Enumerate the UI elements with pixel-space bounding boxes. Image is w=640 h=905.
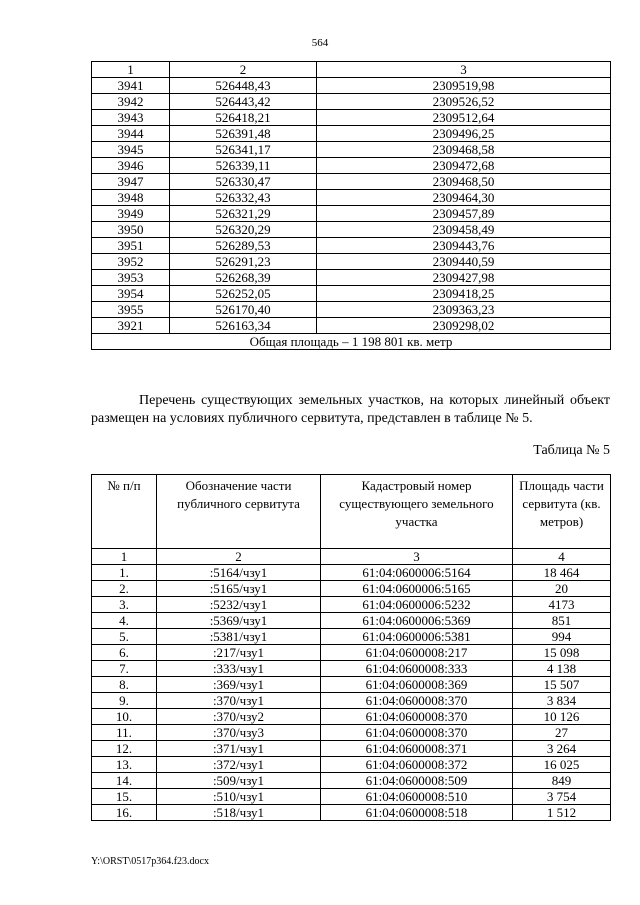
table-cell: 2309363,23: [317, 302, 611, 318]
column-number: 3: [317, 62, 611, 78]
table-row: [92, 222, 611, 238]
table-cell: 61:04:0600008:518: [321, 805, 513, 821]
table-cell: 4173: [513, 597, 611, 613]
table-cell: 526268,39: [170, 270, 317, 286]
table-cell: 7.: [92, 661, 157, 677]
page-number: 564: [311, 37, 329, 49]
table-cell: :509/чзу1: [157, 773, 321, 789]
table-cell: 2.: [92, 581, 157, 597]
table-row: [92, 318, 611, 334]
table-row: [92, 565, 611, 581]
table-cell: :510/чзу1: [157, 789, 321, 805]
table-cell: 3954: [92, 286, 170, 302]
table-row: [92, 709, 611, 725]
table-cell: 526332,43: [170, 190, 317, 206]
header-cell: Площадь части сервитута (кв. метров): [513, 475, 611, 549]
table-cell: 61:04:0600008:509: [321, 773, 513, 789]
table-cell: 526391,48: [170, 126, 317, 142]
table-cell: 3953: [92, 270, 170, 286]
table-cell: 2309443,76: [317, 238, 611, 254]
table-cell: 15 507: [513, 677, 611, 693]
table-cell: 2309418,25: [317, 286, 611, 302]
table-row: [92, 789, 611, 805]
table-row: [92, 741, 611, 757]
table-cell: 15.: [92, 789, 157, 805]
table-cell: 16.: [92, 805, 157, 821]
table-cell: 3952: [92, 254, 170, 270]
table-cell: 27: [513, 725, 611, 741]
table-row: [92, 94, 611, 110]
table-total-row: [92, 334, 611, 350]
table-cell: 61:04:0600006:5164: [321, 565, 513, 581]
table-cell: 11.: [92, 725, 157, 741]
table-cell: :5369/чзу1: [157, 613, 321, 629]
table-cell: 20: [513, 581, 611, 597]
column-number: 1: [92, 62, 170, 78]
table-cell: 526163,34: [170, 318, 317, 334]
table-row: [92, 238, 611, 254]
table-cell: :5381/чзу1: [157, 629, 321, 645]
table-cell: 3947: [92, 174, 170, 190]
table-row: [92, 629, 611, 645]
table-cell: 851: [513, 613, 611, 629]
table-cell: 526330,47: [170, 174, 317, 190]
table-cell: 2309458,49: [317, 222, 611, 238]
table-cell: 2309464,30: [317, 190, 611, 206]
column-number: 4: [513, 549, 611, 565]
table-cell: 2309427,98: [317, 270, 611, 286]
table-cell: 61:04:0600008:510: [321, 789, 513, 805]
table-cell: 526320,29: [170, 222, 317, 238]
coordinates-table: [91, 61, 611, 350]
table-cell: 61:04:0600008:370: [321, 693, 513, 709]
table-cell: 526443,42: [170, 94, 317, 110]
table-cell: 5.: [92, 629, 157, 645]
table-row: [92, 773, 611, 789]
column-number: 3: [321, 549, 513, 565]
table-row: [92, 725, 611, 741]
table-cell: 526289,53: [170, 238, 317, 254]
table-cell: 3951: [92, 238, 170, 254]
table-cell: :370/чзу3: [157, 725, 321, 741]
table-cell: 994: [513, 629, 611, 645]
table-cell: 10.: [92, 709, 157, 725]
table-cell: 2309512,64: [317, 110, 611, 126]
table-cell: 61:04:0600008:369: [321, 677, 513, 693]
table-cell: :5232/чзу1: [157, 597, 321, 613]
table-cell: 526418,21: [170, 110, 317, 126]
column-number: 2: [170, 62, 317, 78]
body-paragraph: Перечень существующих земельных участков, на которых линейный объект размещен на условиях публичного сервитута, представлен в таблице № 5.: [91, 393, 610, 426]
table-row: [92, 174, 611, 190]
table-cell: 61:04:0600006:5232: [321, 597, 513, 613]
table-cell: 2309468,58: [317, 142, 611, 158]
table-cell: :369/чзу1: [157, 677, 321, 693]
table-row: [92, 286, 611, 302]
table-row: [92, 757, 611, 773]
table-cell: 3946: [92, 158, 170, 174]
table-cell: 1.: [92, 565, 157, 581]
table-cell: 2309457,89: [317, 206, 611, 222]
table-cell: 526321,29: [170, 206, 317, 222]
table-cell: 4.: [92, 613, 157, 629]
table-row: [92, 158, 611, 174]
table-header-row: [92, 62, 611, 78]
table-header-row: [92, 475, 611, 549]
table-cell: 4 138: [513, 661, 611, 677]
table-cell: :217/чзу1: [157, 645, 321, 661]
table-cell: 3.: [92, 597, 157, 613]
table-cell: 3921: [92, 318, 170, 334]
table-cell: 8.: [92, 677, 157, 693]
table-row: [92, 206, 611, 222]
table-cell: 3944: [92, 126, 170, 142]
table-cell: 526448,43: [170, 78, 317, 94]
table-cell: 3 264: [513, 741, 611, 757]
table-row: [92, 805, 611, 821]
table-cell: :5164/чзу1: [157, 565, 321, 581]
table-cell: 9.: [92, 693, 157, 709]
table-cell: 61:04:0600006:5381: [321, 629, 513, 645]
table-cell: 61:04:0600008:333: [321, 661, 513, 677]
table-cell: 3949: [92, 206, 170, 222]
table-cell: 849: [513, 773, 611, 789]
table-cell: 1 512: [513, 805, 611, 821]
table-row: [92, 677, 611, 693]
table-cell: 15 098: [513, 645, 611, 661]
table-cell: 526341,17: [170, 142, 317, 158]
table-cell: 2309298,02: [317, 318, 611, 334]
table-row: [92, 78, 611, 94]
table-cell: 2309519,98: [317, 78, 611, 94]
table-cell: 526339,11: [170, 158, 317, 174]
column-number: 2: [157, 549, 321, 565]
table-cell: :370/чзу2: [157, 709, 321, 725]
table-cell: :518/чзу1: [157, 805, 321, 821]
table-row: [92, 645, 611, 661]
table-cell: 526170,40: [170, 302, 317, 318]
table-row: [92, 110, 611, 126]
table-cell: 61:04:0600006:5369: [321, 613, 513, 629]
table-cell: 2309496,25: [317, 126, 611, 142]
table-cell: :333/чзу1: [157, 661, 321, 677]
table-cell: 61:04:0600008:372: [321, 757, 513, 773]
table-cell: 61:04:0600008:370: [321, 709, 513, 725]
table-row: [92, 270, 611, 286]
table-cell: 16 025: [513, 757, 611, 773]
table-cell: :371/чзу1: [157, 741, 321, 757]
table-row: [92, 661, 611, 677]
header-cell: Обозначение части публичного сервитута: [157, 475, 321, 549]
table-cell: 3943: [92, 110, 170, 126]
table-cell: :5165/чзу1: [157, 581, 321, 597]
table-row: [92, 581, 611, 597]
table-row: [92, 613, 611, 629]
servitude-table: [91, 474, 611, 821]
table-cell: 2309468,50: [317, 174, 611, 190]
table-cell: 61:04:0600008:371: [321, 741, 513, 757]
table-row: [92, 126, 611, 142]
table-cell: 61:04:0600008:370: [321, 725, 513, 741]
table-cell: 13.: [92, 757, 157, 773]
table-cell: 2309472,68: [317, 158, 611, 174]
table-cell: 10 126: [513, 709, 611, 725]
table-cell: 3948: [92, 190, 170, 206]
table-row: [92, 597, 611, 613]
table-cell: 61:04:0600008:217: [321, 645, 513, 661]
table-cell: 14.: [92, 773, 157, 789]
table-cell: 526252,05: [170, 286, 317, 302]
table-row: [92, 302, 611, 318]
table-row: [92, 142, 611, 158]
table-cell: 3941: [92, 78, 170, 94]
table-cell: 18 464: [513, 565, 611, 581]
table-cell: 2309440,59: [317, 254, 611, 270]
table-cell: 3945: [92, 142, 170, 158]
table-row: [92, 254, 611, 270]
file-path-footer: Y:\ORST\0517p364.f23.docx: [91, 856, 209, 867]
table-cell: 6.: [92, 645, 157, 661]
header-cell: Кадастровый номер существующего земельного участка: [321, 475, 513, 549]
table-cell: :370/чзу1: [157, 693, 321, 709]
table-row: [92, 693, 611, 709]
table-cell: 3942: [92, 94, 170, 110]
total-area: Общая площадь – 1 198 801 кв. метр: [92, 334, 611, 350]
table-cell: 3 834: [513, 693, 611, 709]
table-row: [92, 190, 611, 206]
table-cell: 61:04:0600006:5165: [321, 581, 513, 597]
table-cell: 3950: [92, 222, 170, 238]
column-number-row: [92, 549, 611, 565]
table-caption: Таблица № 5: [533, 443, 610, 458]
table-cell: 2309526,52: [317, 94, 611, 110]
column-number: 1: [92, 549, 157, 565]
table-cell: 12.: [92, 741, 157, 757]
table-cell: :372/чзу1: [157, 757, 321, 773]
table-cell: 3 754: [513, 789, 611, 805]
table-cell: 526291,23: [170, 254, 317, 270]
header-cell: № п/п: [92, 475, 157, 549]
table-cell: 3955: [92, 302, 170, 318]
